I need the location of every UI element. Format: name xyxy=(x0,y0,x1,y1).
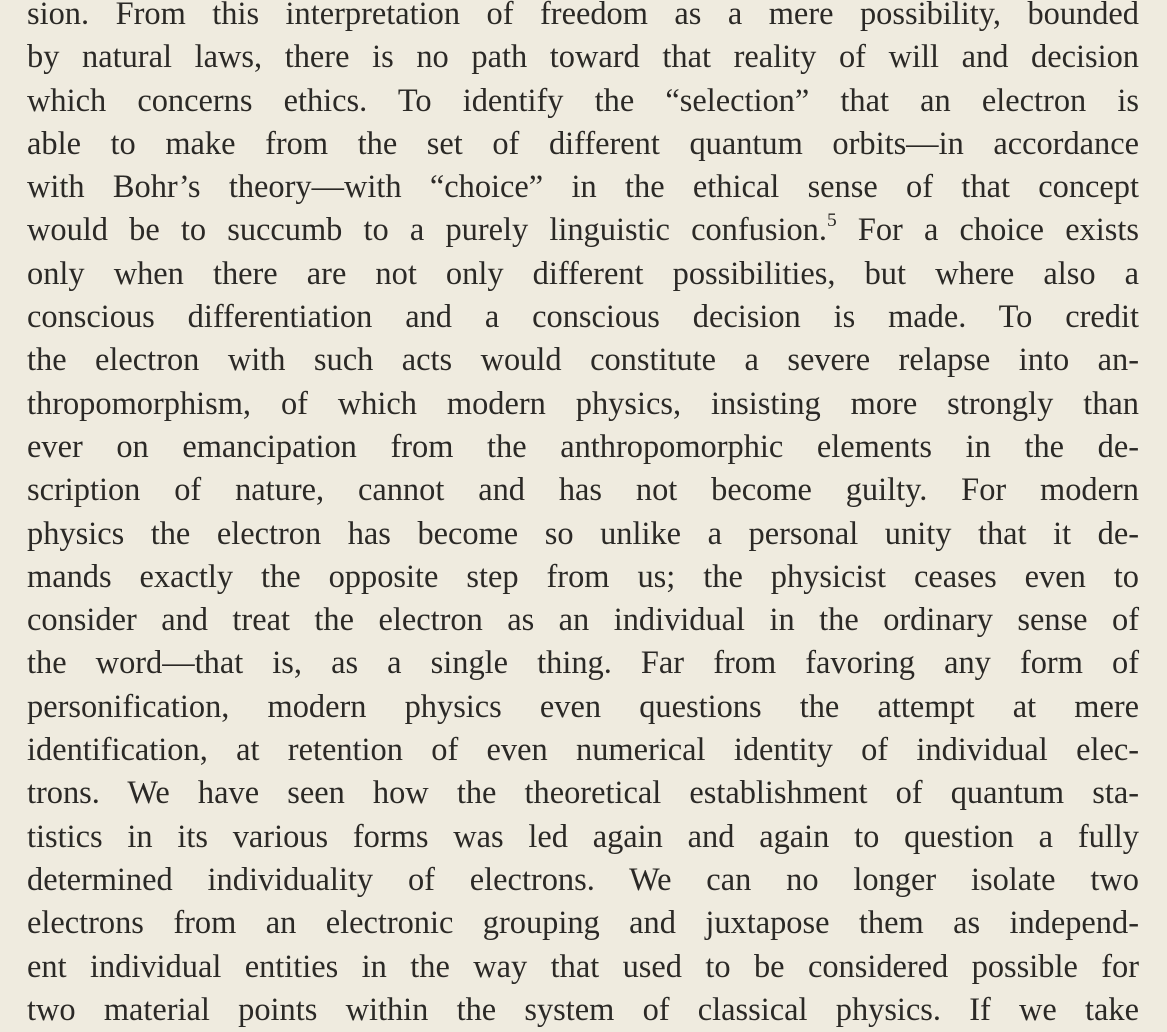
text-line-with-footnote xyxy=(27,209,1139,252)
text-line: the electron with such acts would constitute a severe relapse into an- xyxy=(27,342,1139,379)
text-line: ent individual entities in the way that used to be considered possible for xyxy=(27,948,1139,985)
text-line: by natural laws, there is no path toward that reality of will and decision xyxy=(27,39,1139,76)
text-line: two material points within the system of classical physics. If we take xyxy=(27,991,1139,1028)
body-paragraph xyxy=(27,0,1139,1032)
text-segment: For a choice exists xyxy=(836,212,1139,249)
text-line: ever on emancipation from the anthropomorphic elements in the de- xyxy=(27,428,1139,465)
text-line: trons. We have seen how the theoretical establishment of quantum sta- xyxy=(27,775,1139,812)
text-line: the word—that is, as a single thing. Far from favoring any form of xyxy=(27,645,1139,682)
text-line: which concerns ethics. To identify the “selection” that an electron is xyxy=(27,82,1139,119)
text-line: physics the electron has become so unlike a personal unity that it de- xyxy=(27,515,1139,552)
text-line: consider and treat the electron as an individual in the ordinary sense of xyxy=(27,602,1139,639)
text-line: thropomorphism, of which modern physics, insisting more strongly than xyxy=(27,385,1139,422)
text-line: scription of nature, cannot and has not become guilty. For modern xyxy=(27,472,1139,509)
text-line: mands exactly the opposite step from us; the physicist ceases even to xyxy=(27,558,1139,595)
text-line: with Bohr’s theory—with “choice” in the ethical sense of that concept xyxy=(27,169,1139,206)
text-line: only when there are not only different possibilities, but where also a xyxy=(27,255,1139,292)
text-line: determined individuality of electrons. We can no longer isolate two xyxy=(27,861,1139,898)
text-line: able to make from the set of different quantum orbits—in accordance xyxy=(27,125,1139,162)
text-line: conscious differentiation and a conscious decision is made. To credit xyxy=(27,299,1139,336)
text-line: electrons from an electronic grouping and juxtapose them as independ- xyxy=(27,905,1139,942)
footnote-marker[interactable]: 5 xyxy=(826,209,837,231)
text-line: tistics in its various forms was led again and again to question a fully xyxy=(27,818,1139,855)
text-line: identification, at retention of even numerical identity of individual elec- xyxy=(27,732,1139,769)
text-line: personification, modern physics even questions the attempt at mere xyxy=(27,688,1139,725)
text-segment: would be to succumb to a purely linguistic confusion. xyxy=(27,212,827,249)
text-line: sion. From this interpretation of freedom as a mere possibility, bounded xyxy=(27,0,1139,32)
